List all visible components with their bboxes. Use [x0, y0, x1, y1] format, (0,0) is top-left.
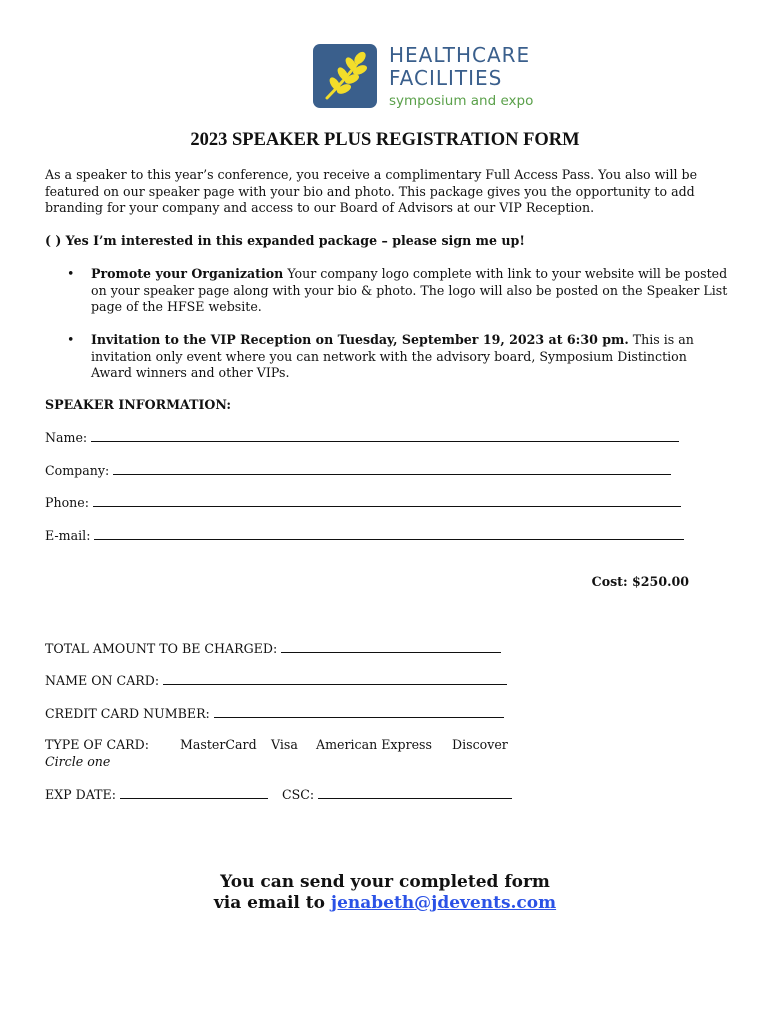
phone-blank[interactable] — [93, 494, 681, 507]
logo-line-healthcare: HEALTHCARE — [389, 43, 531, 67]
name-on-card-label: NAME ON CARD: — [45, 673, 160, 688]
card-option-visa[interactable]: Visa — [271, 737, 298, 752]
bullet-heading: Promote your Organization — [91, 266, 284, 281]
company-blank[interactable] — [113, 462, 671, 475]
card-type-selector — [45, 737, 515, 777]
footer-line-2 — [0, 893, 770, 914]
bullet-text — [91, 332, 731, 382]
page-title: 2023 SPEAKER PLUS REGISTRATION FORM — [190, 130, 580, 150]
card-number-label: CREDIT CARD NUMBER: — [45, 706, 210, 721]
email-link[interactable]: jenabeth@jdevents.com — [330, 893, 557, 913]
company-field — [45, 462, 671, 478]
email-label: E-mail: — [45, 528, 91, 543]
total-amount-field — [45, 640, 501, 656]
total-amount-label: TOTAL AMOUNT TO BE CHARGED: — [45, 641, 278, 656]
bullet-heading: Invitation to the VIP Reception on Tuesday, September 19, 2023 at 6:30 pm. — [91, 332, 629, 347]
phone-field — [45, 494, 681, 510]
intro-paragraph: As a speaker to this year’s conference, you receive a complimentary Full Access Pass. You also will be featured on our speaker page with your bio and photo. This package gives you the opportunity to add branding for your company and access to our Board of Advisors at our VIP Reception. — [45, 167, 698, 216]
footer-line-1: You can send your completed form — [220, 872, 550, 892]
exp-date-blank[interactable] — [120, 786, 268, 799]
card-type-label: TYPE OF CARD: — [45, 737, 150, 752]
card-option-mastercard[interactable]: MasterCard — [180, 737, 257, 752]
circle-one-hint: Circle one — [45, 754, 111, 769]
bullet-body: This is an invitation only event where you can network with the advisory board, Symposium Distinction Award winners and other VIPs. — [91, 332, 694, 381]
exp-date-label: EXP DATE: — [45, 787, 116, 802]
name-blank[interactable] — [91, 429, 679, 442]
card-option-american-express[interactable]: American Express — [316, 737, 432, 752]
footer-email-prefix: via email to — [213, 893, 331, 913]
bullet-dot: • — [67, 332, 75, 347]
csc-label: CSC: — [282, 787, 315, 802]
wheat-sprig-icon — [313, 44, 377, 108]
name-on-card-blank[interactable] — [163, 672, 507, 685]
opt-in-checkbox-line[interactable]: ( ) Yes I’m interested in this expanded package – please sign me up! — [45, 233, 525, 248]
company-label: Company: — [45, 463, 110, 478]
name-label: Name: — [45, 430, 88, 445]
speaker-info-heading: SPEAKER INFORMATION: — [45, 397, 232, 412]
csc-field — [282, 786, 512, 802]
email-field — [45, 527, 684, 543]
phone-label: Phone: — [45, 495, 89, 510]
cost-amount: Cost: $250.00 — [591, 574, 689, 589]
bullet-body: Your company logo complete with link to your website will be posted on your speaker page along with your bio & photo. The logo will also be posted on the Speaker List page of the HFSE website. — [91, 266, 728, 315]
card-number-field — [45, 705, 504, 721]
card-option-discover[interactable]: Discover — [452, 737, 508, 752]
logo-wordmark — [389, 44, 533, 111]
csc-blank[interactable] — [318, 786, 512, 799]
bullet-text — [91, 266, 731, 316]
card-number-blank[interactable] — [214, 705, 504, 718]
email-blank[interactable] — [94, 527, 684, 540]
logo-line-symposium: symposium and expo — [389, 93, 534, 109]
event-logo — [313, 44, 563, 116]
exp-date-field — [45, 786, 268, 802]
logo-line-facilities: FACILITIES — [389, 66, 503, 90]
total-amount-blank[interactable] — [281, 640, 501, 653]
name-field — [45, 429, 679, 445]
name-on-card-field — [45, 672, 507, 688]
bullet-dot: • — [67, 266, 75, 281]
